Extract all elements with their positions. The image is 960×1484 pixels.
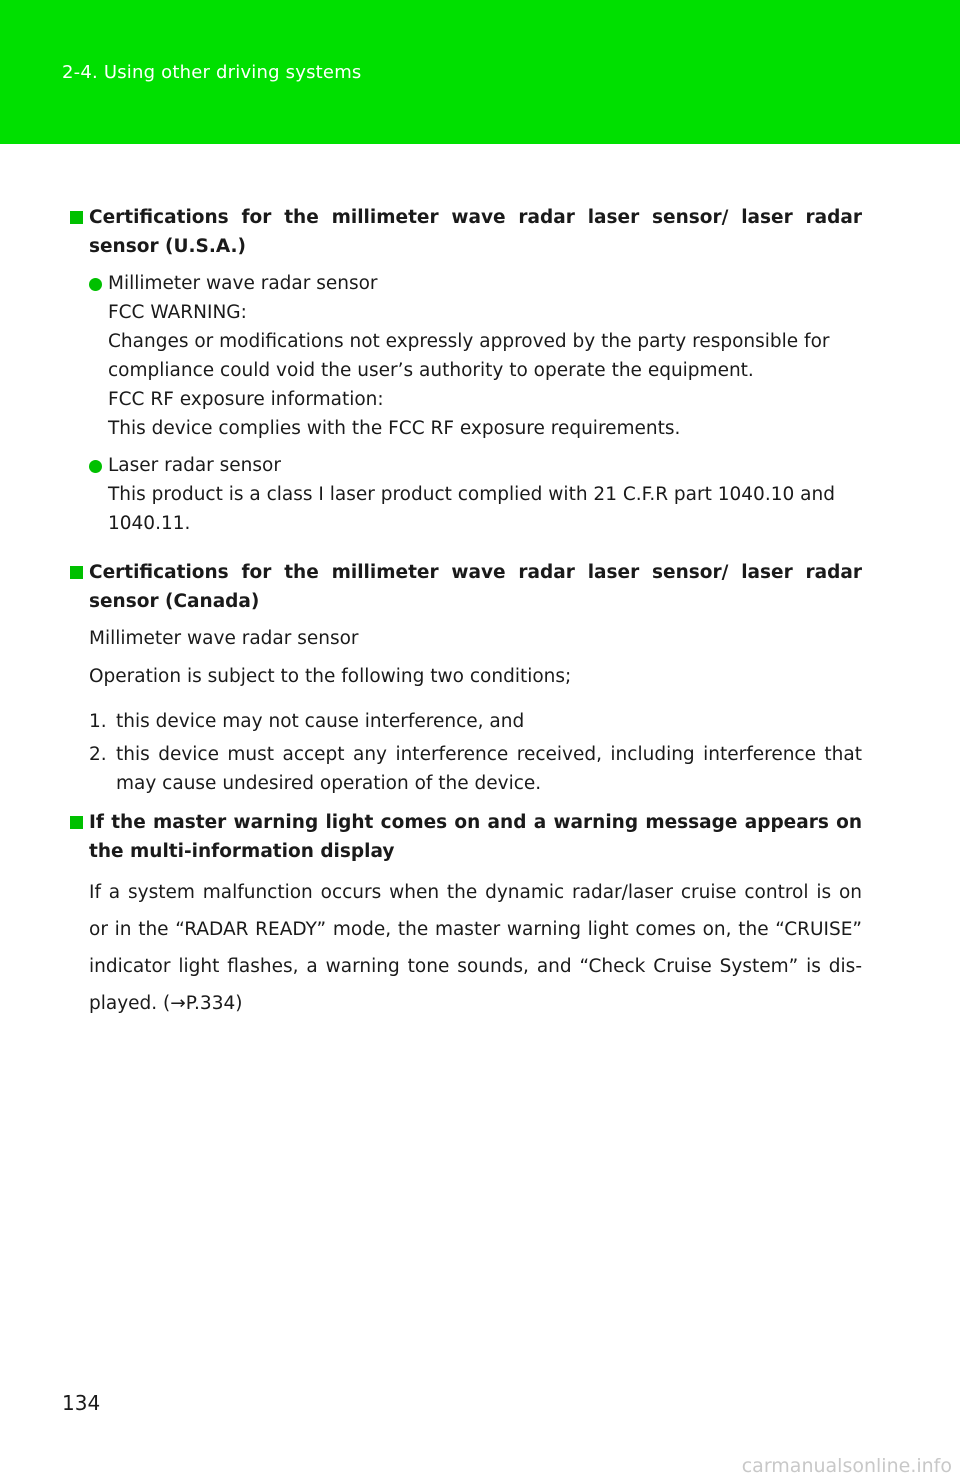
list-item bbox=[70, 707, 862, 736]
square-bullet-icon bbox=[70, 211, 83, 224]
bullet-line: FCC WARNING: bbox=[108, 302, 247, 323]
paragraph: Millimeter wave radar sensor bbox=[89, 628, 359, 649]
bullet-line: FCC RF exposure information: bbox=[108, 389, 384, 410]
heading-text: Certifications for the millimeter wave radar laser sensor/ laser radar sensor (Canada) bbox=[89, 562, 862, 612]
bullet-item-laser-sensor bbox=[70, 451, 862, 538]
bullet-line: This product is a class I laser product complied with 21 C.F.R part 1040.10 and 1040.11. bbox=[108, 484, 835, 534]
heading-master-warning-light bbox=[70, 808, 862, 866]
list-number: 2. bbox=[89, 744, 107, 765]
heading-certifications-canada bbox=[70, 558, 862, 616]
list-text: this device must accept any interference received, including interference that may cause undesired operation of the device. bbox=[116, 744, 862, 794]
heading-certifications-usa bbox=[70, 203, 862, 261]
square-bullet-icon bbox=[70, 566, 83, 579]
heading-text: Certifications for the millimeter wave radar laser sensor/ laser radar sensor (U.S.A.) bbox=[89, 207, 862, 257]
heading-text: If the master warning light comes on and a warning message appears on the multi-information display bbox=[89, 812, 862, 862]
list-number: 1. bbox=[89, 711, 107, 732]
square-bullet-icon bbox=[70, 816, 83, 829]
body-paragraph: If a system malfunction occurs when the dynamic radar/laser cruise control is on or in the “RADAR READY” mode, the master warning light comes on, the “CRUISE” indicator light flashes, a warning tone sounds, and “Check Cruise System” is dis-played. (→P.334) bbox=[89, 882, 862, 1014]
bullet-line: Millimeter wave radar sensor bbox=[108, 273, 378, 294]
round-bullet-icon bbox=[89, 278, 102, 291]
bullet-line: This device complies with the FCC RF exposure requirements. bbox=[108, 418, 681, 439]
bullet-line: Changes or modifications not expressly approved by the party responsible for compliance could void the user’s authority to operate the equipment. bbox=[108, 331, 830, 381]
section-header-band bbox=[0, 0, 960, 144]
section-title: 2-4. Using other driving systems bbox=[62, 62, 362, 83]
page-content bbox=[70, 203, 862, 1022]
round-bullet-icon bbox=[89, 460, 102, 473]
page-number: 134 bbox=[62, 1391, 101, 1415]
list-text: this device may not cause interference, and bbox=[116, 711, 525, 732]
bullet-line: Laser radar sensor bbox=[108, 455, 281, 476]
list-item bbox=[70, 740, 862, 798]
bullet-item-millimeter-sensor bbox=[70, 269, 862, 443]
paragraph: Operation is subject to the following two conditions; bbox=[89, 666, 572, 687]
watermark: carmanualsonline.info bbox=[741, 1455, 952, 1477]
